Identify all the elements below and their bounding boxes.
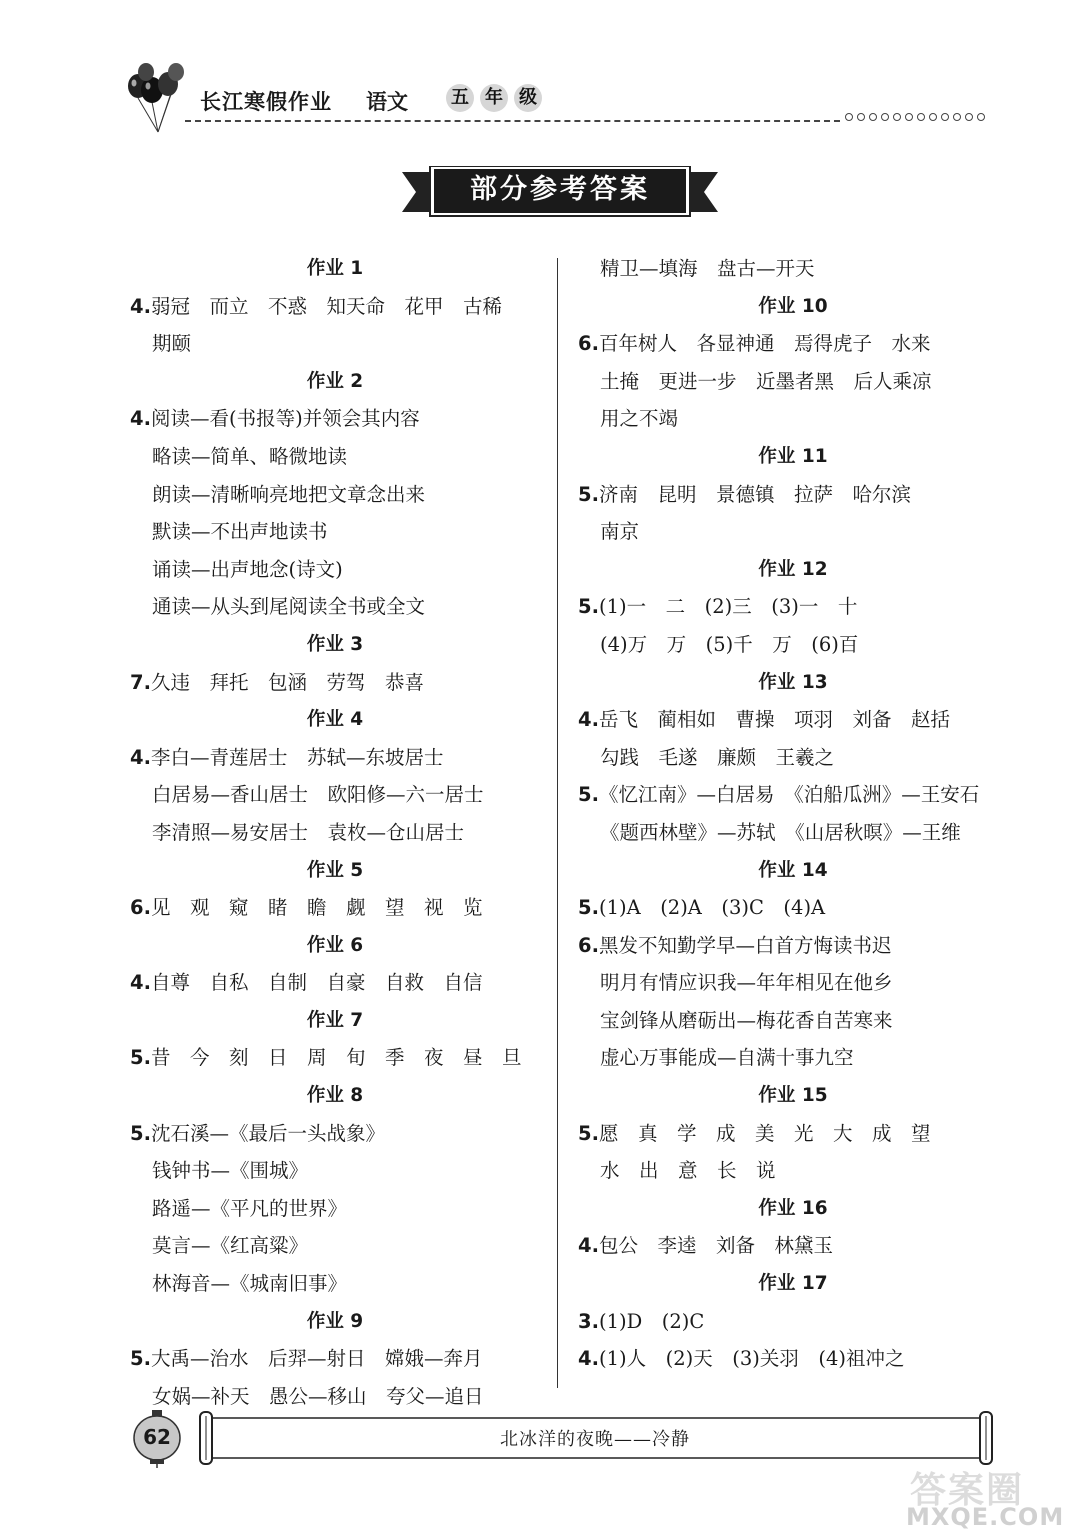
question-number: 5. [578,896,599,920]
answer-text: 大禹—治水 后羿—射日 嫦娥—奔月 [150,1347,483,1371]
answer-text: 自尊 自私 自制 自豪 自救 自信 [150,971,483,995]
answer-continuation: 通读—从头到尾阅读全书或全文 [152,595,426,619]
answer-continuation: 诵读—出声地念(诗文) [152,557,343,581]
header-dots [845,113,985,121]
grade-char: 级 [514,84,542,112]
answer-continuation: 路遥—《平凡的世界》 [152,1196,348,1220]
question-number: 5. [578,595,599,619]
answer-line [578,1303,1008,1341]
answer-line [578,588,1008,626]
answer-continuation: 林海音—《城南旧事》 [152,1272,348,1296]
answer-line [578,927,1008,965]
section-heading: 作业 9 [306,1310,364,1332]
grade-char: 年 [480,84,508,112]
section-heading: 作业 16 [758,1197,828,1219]
question-number: 4. [130,745,151,769]
answer-continuation: 白居易—香山居士 欧阳修—六一居士 [152,783,484,807]
answer-text: 愿 真 学 成 美 光 大 成 望 [598,1121,931,1145]
answer-continuation: 默读—不出声地读书 [152,520,328,544]
answer-continuation: 朗读—清晰响亮地把文章念出来 [152,482,426,506]
answer-continuation: 明月有情应识我—年年相见在他乡 [600,971,893,995]
question-number: 7. [130,670,151,694]
section-heading: 作业 13 [758,671,828,693]
answers-right-column [578,250,1008,1378]
answer-continuation: 李清照—易安居士 袁枚—仓山居士 [152,820,465,844]
question-number: 6. [578,332,599,356]
answer-text: 《忆江南》—白居易 《泊船瓜洲》—王安石 [598,783,980,807]
answer-text: (1)一 二 (2)三 (3)一 十 [598,595,858,619]
answer-continuation: 宝剑锋从磨砺出—梅花香自苦寒来 [600,1008,893,1032]
watermark-logo: 答案圈 [910,1470,1025,1511]
column-divider [557,258,558,1388]
section-heading: 作业 1 [306,258,364,279]
grade-char: 五 [446,84,474,112]
series-title: 长江寒假作业 [200,90,332,114]
section-heading: 作业 2 [306,370,364,392]
answer-line [130,1115,540,1153]
answer-line [130,1039,540,1077]
answer-continuation: 水 出 意 长 说 [600,1159,776,1183]
answer-text: 岳飞 蔺相如 曹操 项羽 刘备 赵括 [598,708,950,732]
question-number: 4. [130,407,151,431]
grade-badge [446,84,542,112]
answer-text: (1)D (2)C [598,1309,705,1333]
answer-line [130,664,540,702]
section-heading: 作业 10 [758,295,828,317]
answer-continuation: 钱钟书—《围城》 [152,1159,309,1183]
answer-continuation: 《题西林壁》—苏轼 《山居秋暝》—王维 [600,820,961,844]
question-number: 4. [578,708,599,732]
answer-continuation: 土掩 更进一步 近墨者黑 后人乘凉 [600,369,932,393]
answer-line [578,889,1008,927]
answer-line [130,1340,540,1378]
page-number: 62 [143,1425,171,1449]
answer-continuation: 精卫—填海 盘古—开天 [600,257,815,280]
question-number: 5. [130,1121,151,1145]
answer-text: 弱冠 而立 不惑 知天命 花甲 古稀 [150,294,502,318]
section-heading: 作业 4 [306,709,364,731]
question-number: 6. [130,896,151,920]
page-header [0,0,1079,140]
answer-continuation: 虚心万事能成—自满十事九空 [600,1046,854,1070]
answer-line [578,1227,1008,1265]
answer-text: 久违 拜托 包涵 劳驾 恭喜 [150,670,424,694]
section-heading: 作业 15 [758,1085,828,1107]
answers-title: 部分参考答案 [470,174,650,205]
watermark-site: MXQE.COM [906,1503,1065,1531]
answer-text: 包公 李逵 刘备 林黛玉 [598,1234,833,1258]
answer-text: 百年树人 各显神通 焉得虎子 水来 [598,332,931,356]
balloons-icon [122,62,192,134]
question-number: 5. [130,1347,151,1371]
answer-text: 李白—青莲居士 苏轼—东坡居士 [150,745,444,769]
answer-continuation: 期颐 [152,332,192,356]
section-heading: 作业 6 [306,934,364,956]
question-number: 5. [130,1046,151,1070]
question-number: 3. [578,1309,599,1333]
answer-continuation: 莫言—《红高粱》 [152,1234,309,1258]
question-number: 4. [578,1234,599,1258]
header-dashed-rule [185,120,840,122]
answer-continuation: (4)万 万 (5)千 万 (6)百 [600,632,859,656]
answer-line [130,964,540,1002]
answer-text: 阅读—看(书报等)并领会其内容 [150,407,420,431]
answer-continuation: 南京 [600,520,640,544]
answer-line [578,1340,1008,1378]
answer-text: (1)人 (2)天 (3)关羽 (4)祖冲之 [598,1347,905,1371]
section-heading: 作业 8 [306,1085,364,1107]
answer-text: 沈石溪—《最后一头战象》 [150,1121,385,1145]
answer-line [578,776,1008,814]
answer-line [578,325,1008,363]
answers-left-column [130,250,540,1415]
subject-label: 语文 [366,90,408,114]
question-number: 4. [130,294,151,318]
question-number: 6. [578,933,599,957]
answer-line [130,288,540,326]
question-number: 5. [578,482,599,506]
question-number: 5. [578,783,599,807]
answer-line [130,889,540,927]
answer-text: 黑发不知勤学早—白首方悔读书迟 [598,933,892,957]
motto-text: 北冰洋的夜晚——冷静 [500,1429,690,1450]
section-heading: 作业 3 [306,633,364,655]
answer-line [130,400,540,438]
question-number: 4. [578,1347,599,1371]
answer-line [578,1115,1008,1153]
answer-text: 见 观 窥 睹 瞻 觑 望 视 览 [150,896,483,920]
section-heading: 作业 11 [758,445,828,467]
answer-continuation: 用之不竭 [600,407,679,431]
answer-text: (1)A (2)A (3)C (4)A [598,896,826,920]
answer-text: 昔 今 刻 日 周 旬 季 夜 昼 旦 [150,1046,522,1070]
answer-continuation: 女娲—补天 愚公—移山 夸父—追日 [152,1384,484,1408]
answer-line [578,701,1008,739]
answer-line [578,476,1008,514]
answer-continuation: 略读—简单、略微地读 [152,444,348,468]
answer-continuation: 勾践 毛遂 廉颇 王羲之 [600,745,835,769]
section-heading: 作业 12 [758,558,828,580]
section-heading: 作业 5 [306,859,364,881]
answer-line [130,739,540,777]
question-number: 5. [578,1121,599,1145]
section-heading: 作业 14 [758,859,828,881]
question-number: 4. [130,971,151,995]
section-heading: 作业 7 [306,1009,364,1031]
section-heading: 作业 17 [758,1273,828,1295]
answer-text: 济南 昆明 景德镇 拉萨 哈尔滨 [598,482,911,506]
